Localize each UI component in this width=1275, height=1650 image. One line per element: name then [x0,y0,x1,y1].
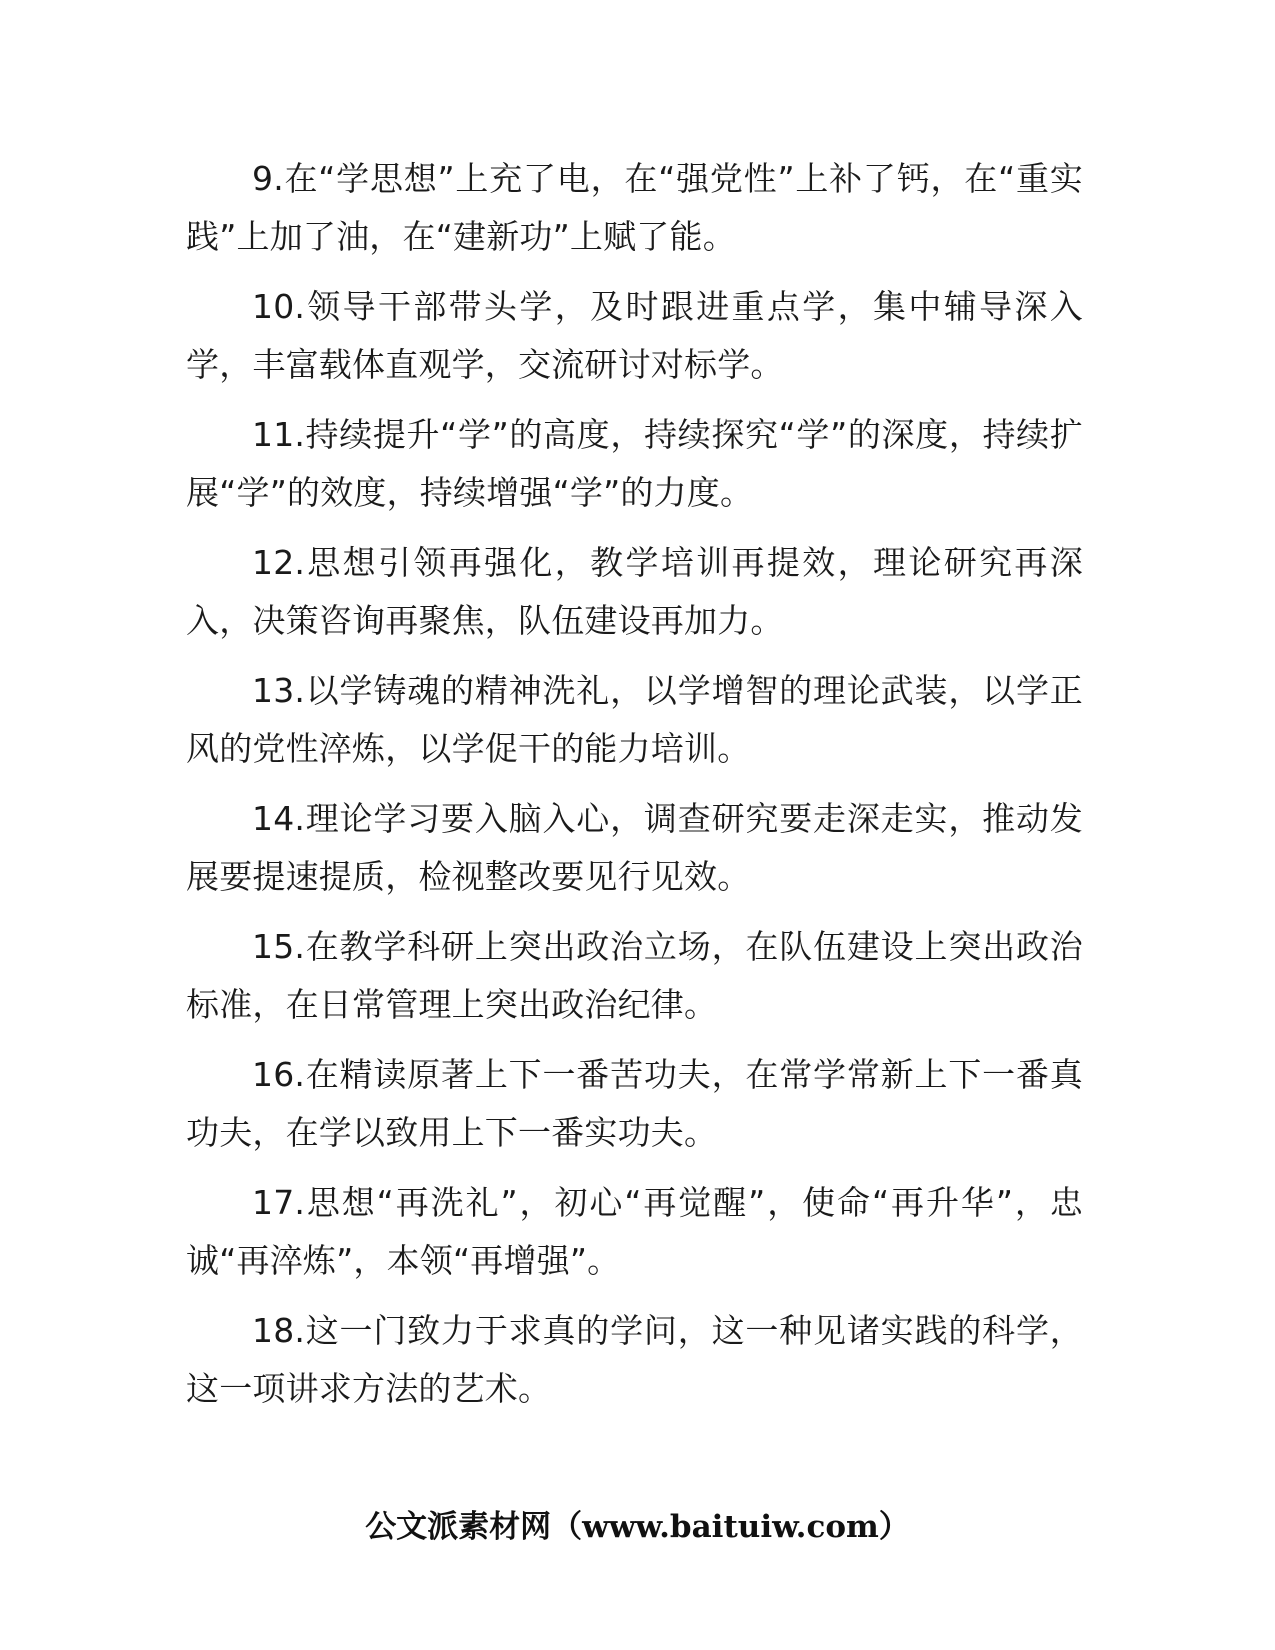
paragraph-item-18: 18.这一门致力于求真的学问，这一种见诸实践的科学，这一项讲求方法的艺术。 [186,1311,1083,1408]
paragraph-item-9: 9.在“学思想”上充了电，在“强党性”上补了钙，在“重实践”上加了油，在“建新功”上赋了能。 [186,159,1083,256]
paragraph-item-14: 14.理论学习要入脑入心，调查研究要走深走实，推动发展要提速提质，检视整改要见行见效。 [186,799,1083,896]
paragraph-item-16: 16.在精读原著上下一番苦功夫，在常学常新上下一番真功夫，在学以致用上下一番实功夫。 [186,1055,1083,1152]
document-body [186,150,1083,1430]
paragraph-item-12: 12.思想引领再强化，教学培训再提效，理论研究再深入，决策咨询再聚焦，队伍建设再加力。 [186,543,1083,640]
paragraph-item-17: 17.思想“再洗礼”，初心“再觉醒”，使命“再升华”，忠诚“再淬炼”，本领“再增强”。 [186,1183,1083,1280]
paragraph-item-13: 13.以学铸魂的精神洗礼，以学增智的理论武装，以学正风的党性淬炼，以学促干的能力培训。 [186,671,1083,768]
paragraph-item-15: 15.在教学科研上突出政治立场，在队伍建设上突出政治标准，在日常管理上突出政治纪律。 [186,927,1083,1024]
footer-source-text: 公文派素材网（www.baituiw.com） [365,1509,910,1545]
paragraph-item-10: 10.领导干部带头学，及时跟进重点学，集中辅导深入学，丰富载体直观学，交流研讨对标学。 [186,287,1083,384]
paragraph-item-11: 11.持续提升“学”的高度，持续探究“学”的深度，持续扩展“学”的效度，持续增强“学”的力度。 [186,415,1083,512]
